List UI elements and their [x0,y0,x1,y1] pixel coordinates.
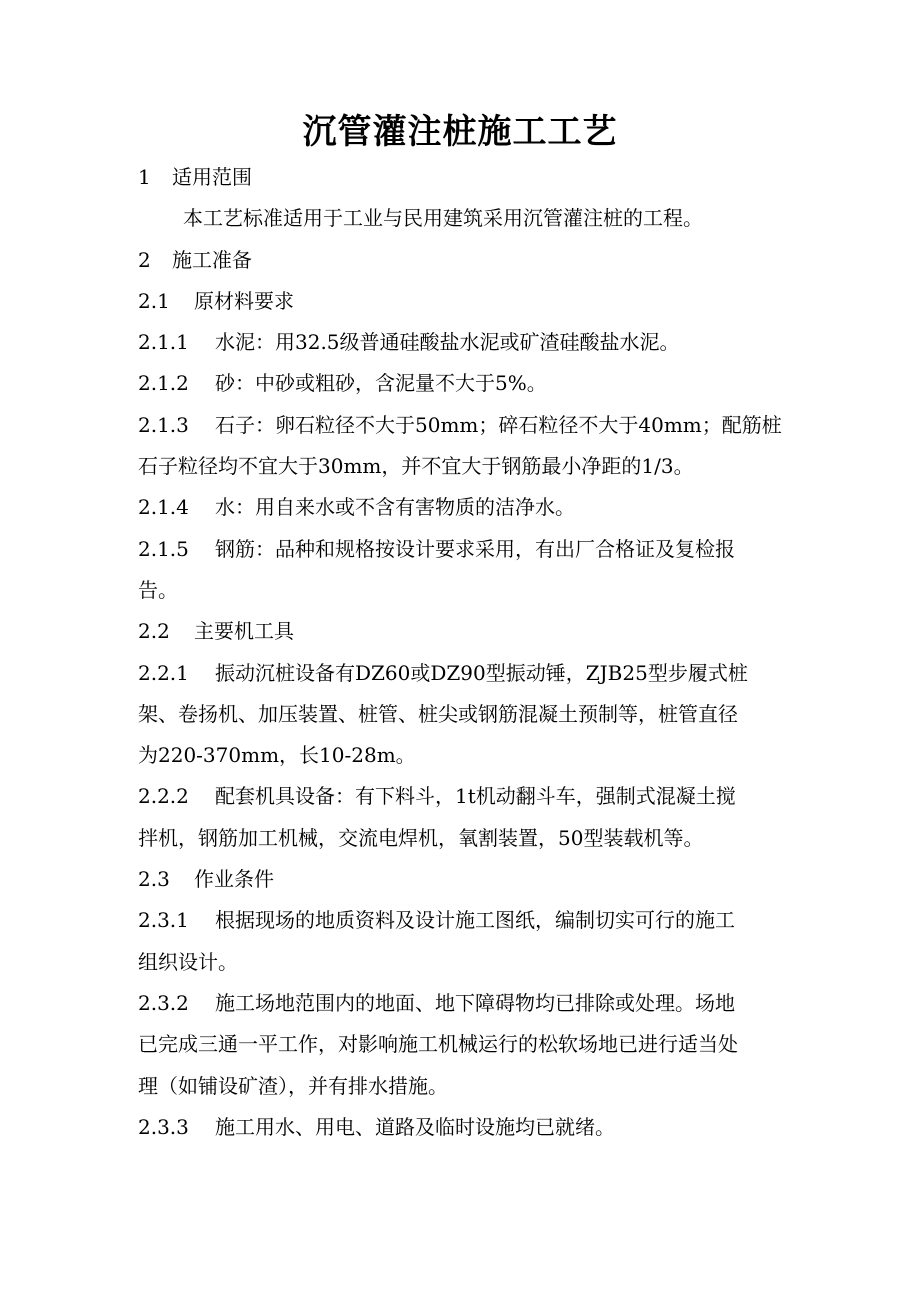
line-text: 拌机，钢筋加工机械，交流电焊机，氧割装置，50型装载机等。 [138,825,704,850]
line-text: 水：用自来水或不含有害物质的洁净水。 [215,495,575,520]
section-number: 2.1 [138,288,170,313]
text-line [138,859,793,900]
text-line [138,694,793,735]
line-text: 石子：卵石粒径不大于50mm；碎石粒径不大于40mm；配筋桩 [215,412,782,437]
text-line [138,735,793,776]
text-line [138,363,793,404]
text-line [138,240,793,281]
text-line [138,570,793,611]
line-text: 砂：中砂或粗砂，含泥量不大于5%。 [215,371,547,396]
line-text: 主要机工具 [194,619,294,644]
text-line [138,529,793,570]
line-text: 根据现场的地质资料及设计施工图纸，编制切实可行的施工 [215,908,735,933]
section-number: 2.2 [138,619,170,644]
line-text: 理（如铺设矿渣），并有排水措施。 [138,1073,448,1098]
text-line [138,653,793,694]
line-text: 配套机具设备：有下料斗，1t机动翻斗车，强制式混凝土搅 [215,784,736,809]
section-number: 2.2.1 [138,660,189,685]
text-line [138,1066,793,1107]
text-line [138,1107,793,1148]
line-text: 本工艺标准适用于工业与民用建筑采用沉管灌注桩的工程。 [183,206,703,231]
line-text: 适用范围 [172,165,252,189]
line-text: 施工用水、用电、道路及临时设施均已就绪。 [215,1114,615,1139]
text-line [138,942,793,983]
section-number: 2.1.5 [138,536,189,561]
text-line [138,405,793,446]
text-line [138,281,793,322]
text-line [138,446,793,487]
section-number: 2.3 [138,867,170,892]
line-text: 施工准备 [172,247,252,272]
section-number: 2.1.3 [138,412,189,437]
text-line [138,157,793,198]
line-text: 水泥：用32.5级普通硅酸盐水泥或矿渣硅酸盐水泥。 [215,330,680,355]
document-title: 沉管灌注桩施工工艺 [302,112,618,152]
line-text: 原材料要求 [194,288,294,313]
line-text: 石子粒径均不宜大于30mm，并不宜大于钢筋最小净距的1/3。 [138,454,694,479]
section-number: 2.3.1 [138,908,189,933]
section-number: 2 [138,247,151,272]
text-line [138,322,793,363]
section-number: 2.1.4 [138,495,189,520]
text-line [138,818,793,859]
text-line [138,900,793,941]
text-line [138,983,793,1024]
section-number: 1 [138,165,151,189]
section-number: 2.3.3 [138,1114,189,1139]
section-number: 2.1.2 [138,371,189,396]
line-text: 已完成三通一平工作，对影响施工机械运行的松软场地已进行适当处 [138,1032,738,1057]
section-number: 2.3.2 [138,990,189,1015]
line-text: 振动沉桩设备有DZ60或DZ90型振动锤，ZJB25型步履式桩 [215,660,748,685]
text-line [138,611,793,652]
line-text: 施工场地范围内的地面、地下障碍物均已排除或处理。场地 [215,990,735,1015]
text-line [138,1024,793,1065]
line-text: 为220-370mm，长10-28m。 [138,743,416,768]
text-line [138,776,793,817]
section-number: 2.1.1 [138,330,189,355]
line-text: 钢筋：品种和规格按设计要求采用，有出厂合格证及复检报 [215,536,735,561]
text-line [138,487,793,528]
line-text: 告。 [138,577,178,602]
document-body [138,157,793,1148]
line-text: 作业条件 [194,867,274,892]
line-text: 架、卷扬机、加压装置、桩管、桩尖或钢筋混凝土预制等，桩管直径 [138,701,738,726]
text-line [138,198,793,239]
line-text: 组织设计。 [138,949,238,974]
section-number: 2.2.2 [138,784,189,809]
